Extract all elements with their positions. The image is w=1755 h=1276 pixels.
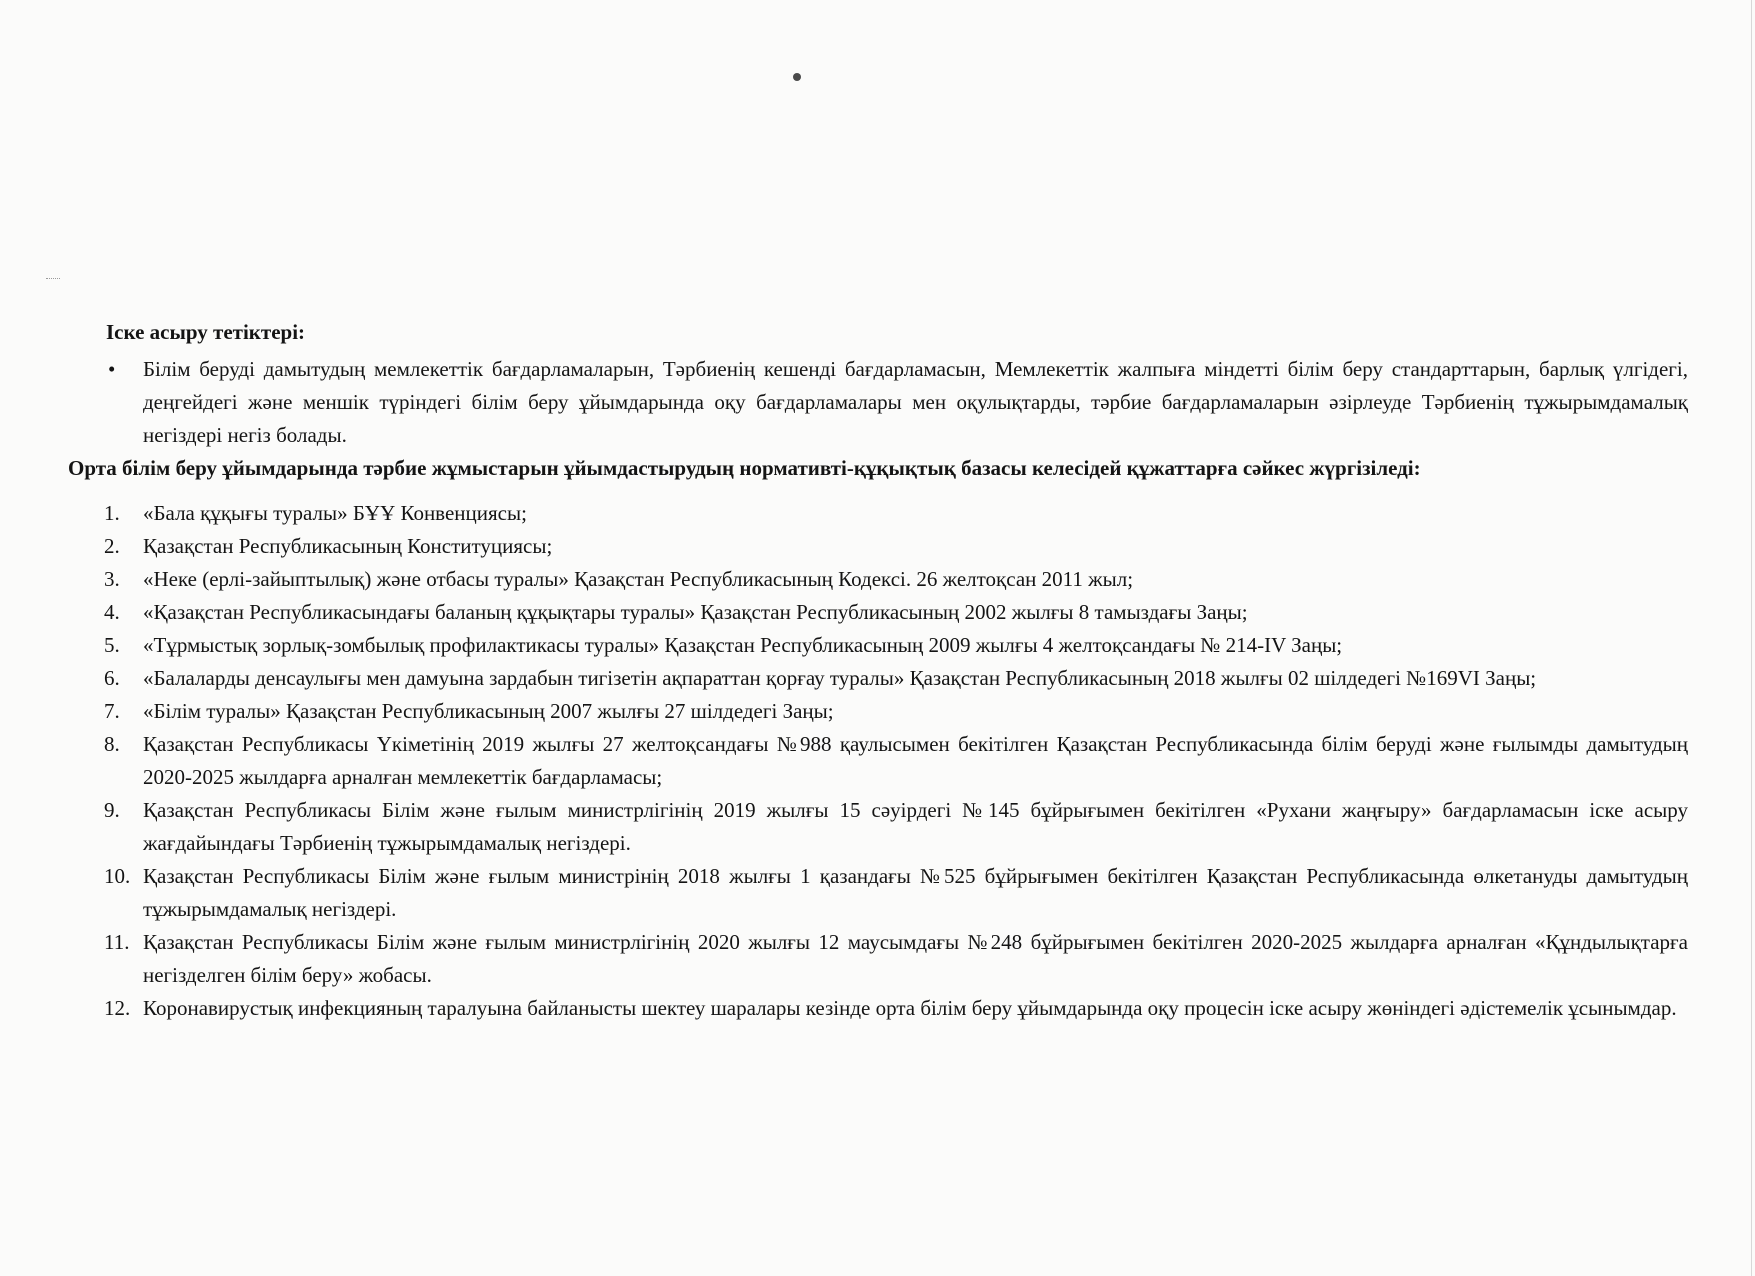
list-item-text: «Қазақстан Республикасындағы баланың құқықтары туралы» Қазақстан Республикасының 2002 жылғы 8 тамыздағы Заңы; [143,600,1248,624]
list-item-text: Коронавирустық инфекцияның таралуына байланысты шектеу шаралары кезінде орта білім беру ұйымдарында оқу процесін іске асыру жөніндегі әдістемелік ұсынымдар. [143,996,1677,1020]
list-item-text: «Балаларды денсаулығы мен дамуына зардабын тигізетін ақпараттан қорғау туралы» Қазақстан Республикасының 2018 жылғы 02 шілдедегі №169VI Заңы; [143,666,1537,690]
documents-list [68,497,1688,1025]
list-item [68,596,1688,629]
list-item [68,860,1688,926]
list-item [68,662,1688,695]
list-item [68,629,1688,662]
list-item [68,992,1688,1025]
list-item-number: 2. [104,534,120,558]
list-item-text: Қазақстан Республикасы Үкіметінің 2019 жылғы 27 желтоқсандағы №988 қаулысымен бекітілген Қазақстан Республикасында білім беруді және ғылымды дамытудың 2020-2025 жылдарға арналған мемлекеттік бағдарламасы; [143,732,1688,789]
list-item-number: 4. [104,600,120,624]
list-item [68,563,1688,596]
list-item-text: «Неке (ерлі-зайыптылық) және отбасы туралы» Қазақстан Республикасының Кодексі. 26 желтоқсан 2011 жыл; [143,567,1134,591]
mechanisms-bullet [68,353,1688,452]
list-item-number: 11. [104,930,130,954]
list-item-text: «Тұрмыстық зорлық-зомбылық профилактикасы туралы» Қазақстан Республикасының 2009 жылғы 4 желтоқсандағы № 214-IV Заңы; [143,633,1343,657]
list-item [68,497,1688,530]
list-item-text: Қазақстан Республикасының Конституциясы; [143,534,553,558]
list-item-number: 5. [104,633,120,657]
list-item-number: 7. [104,699,120,723]
list-item [68,530,1688,563]
list-item-text: «Білім туралы» Қазақстан Республикасының 2007 жылғы 27 шілдедегі Заңы; [143,699,834,723]
list-item-text: Қазақстан Республикасы Білім және ғылым министрлігінің 2020 жылғы 12 маусымдағы №248 бұйрығымен бекітілген 2020-2025 жылдарға арналған «Құндылықтарға негізделген білім беру» жобасы. [143,930,1688,987]
scan-dot-mark [793,73,801,81]
list-item-number: 12. [104,996,131,1020]
list-item [68,926,1688,992]
mechanisms-heading: Іске асыру тетіктері: [106,320,306,344]
list-item-number: 3. [104,567,120,591]
list-item-number: 6. [104,666,120,690]
list-item-number: 8. [104,732,120,756]
list-item-number: 9. [104,798,120,822]
scan-edge-line [1751,0,1752,1276]
list-item-text: «Бала құқығы туралы» БҰҰ Конвенциясы; [143,501,527,525]
list-item [68,728,1688,794]
list-item [68,794,1688,860]
normative-base-heading: Орта білім беру ұйымдарында тәрбие жұмыстарын ұйымдастырудың нормативті-құқықтық базасы келесідей құжаттарға сәйкес жүргізіледі: [68,456,1421,480]
scan-speck [46,278,60,283]
list-item-text: Қазақстан Республикасы Білім және ғылым министрлігінің 2019 жылғы 15 сәуірдегі №145 бұйрығымен бекітілген «Рухани жаңғыру» бағдарламасын іске асыру жағдайындағы Тәрбиенің тұжырымдамалық негіздері. [143,798,1688,855]
list-item [68,695,1688,728]
bullet-icon: • [108,357,116,381]
mechanisms-bullet-text: Білім беруді дамытудың мемлекеттік бағдарламаларын, Тәрбиенің кешенді бағдарламасын, Мемлекеттік жалпыға міндетті білім беру стандарттарын, барлық үлгідегі, деңгейдегі және меншік түріндегі білім беру ұйымдарында оқу бағдарламалары мен оқулықтарды, тәрбие бағдарламаларын әзірлеуде Тәрбиенің тұжырымдамалық негіздері негіз болады. [143,357,1688,447]
list-item-number: 1. [104,501,120,525]
document-content [68,316,1688,1025]
list-item-number: 10. [104,864,131,888]
list-item-text: Қазақстан Республикасы Білім және ғылым министрінің 2018 жылғы 1 қазандағы №525 бұйрығымен бекітілген Қазақстан Республикасында өлкетануды дамытудың тұжырымдамалық негіздері. [143,864,1688,921]
